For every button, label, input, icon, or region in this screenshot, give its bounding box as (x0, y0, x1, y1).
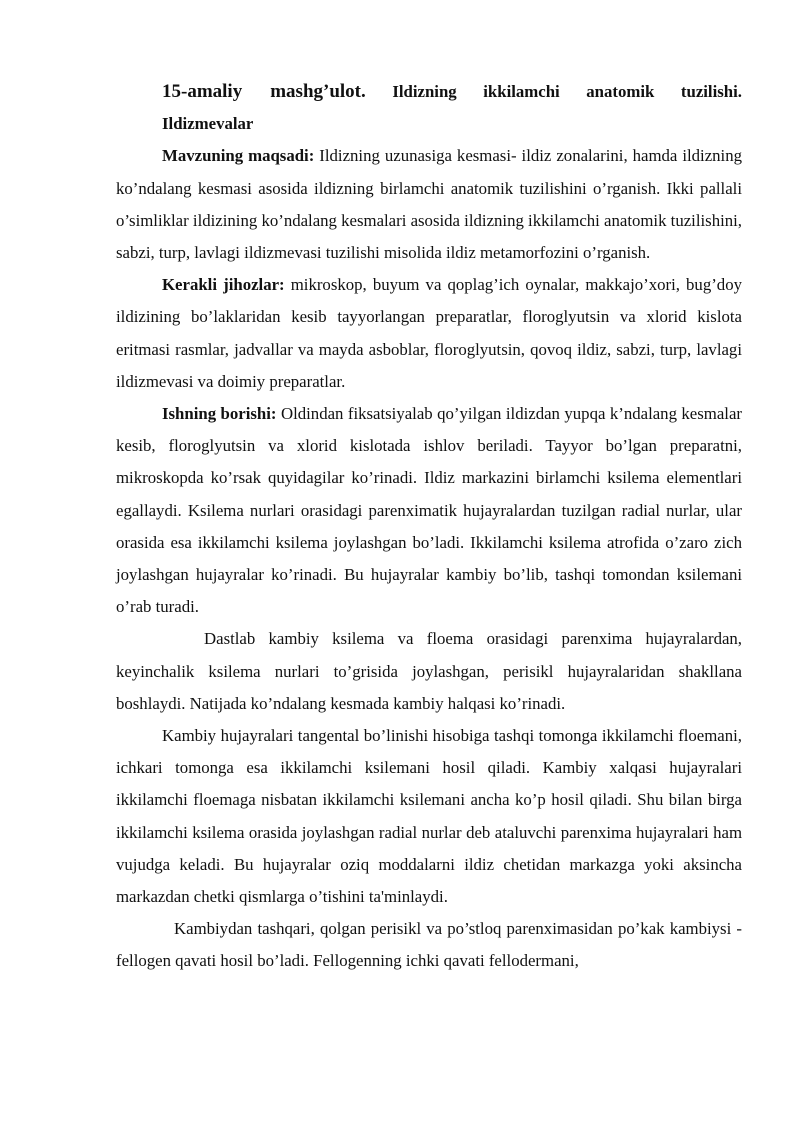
procedure-paragraph (116, 398, 742, 623)
purpose-text: Ildizning uzunasiga kesmasi- ildiz zonalarini, hamda ildizning ko’ndalang kesmasi asosida ildizning birlamchi anatomik tuzilishini o’rganish. Ikki pallali o’simliklar ildizining ko’ndalang kesmalari asosida ildizning ikkilamchi anatomik tuzilishini, sabzi, turp, lavlagi ildizmevasi tuzilishi misolida ildiz metamorfozini o’rganish. (116, 146, 742, 263)
purpose-paragraph (116, 140, 742, 269)
lesson-word: mashg’ulot. (270, 81, 366, 102)
body-paragraph: Kambiydan tashqari, qolgan perisikl va po’stloq parenximasidan po’kak kambiysi - fellogen qavati hosil bo’ladi. Fellogenning ichki qavati fellodermani, (116, 919, 742, 971)
equipment-label: Kerakli jihozlar: (162, 275, 285, 295)
lesson-number: 15-amaliy (162, 81, 243, 102)
equipment-text: mikroskop, buyum va qoplag’ich oynalar, makkajo’xori, bug’doy ildizining bo’laklaridan kesib tayyorlangan preparatlar, floroglyutsin va xlorid kislota eritmasi rasmlar, jadvallar va mayda asboblar, floroglyutsin, qovoq ildiz, sabzi, turp, lavlagi ildizmevasi va doimiy preparatlar. (116, 275, 742, 391)
lesson-topic: Ildizning ikkilamchi anatomik tuzilishi. Ildizmevalar (162, 82, 742, 134)
lesson-title (116, 76, 742, 140)
body-paragraph: Dastlab kambiy ksilema va floema orasidagi parenxima hujayralardan, keyinchalik ksilema nurlari to’grisida joylashgan, perisikl hujayralaridan shakllana boshlaydi. Natijada ko’ndalang kesmada kambiy halqasi ko’rinadi. (116, 629, 742, 713)
procedure-text: Oldindan fiksatsiyalab qo’yilgan ildizdan yupqa k’ndalang kesmalar kesib, floroglyutsin va xlorid kislotada ishlov beriladi. Tayyor bo’lgan preparatni, mikroskopda ko’rsak quyidagilar ko’rinadi. Ildiz markazini birlamchi ksilema elementlari egallaydi. Ksilema nurlari orasidagi parenximatik hujayralardan tuzilgan radial nurlar, ular orasida esa ikkilamchi ksilema joylashgan bo’ladi. Ikkilamchi ksilema atrofida o’zaro zich joylashgan hujayralar ko’rinadi. Bu hujayralar kambiy bo’lib, tashqi tomondan ksilemani o’rab turadi. (116, 404, 742, 617)
document-body (116, 76, 742, 978)
purpose-label: Mavzuning maqsadi: (162, 146, 315, 166)
equipment-paragraph (116, 269, 742, 398)
body-paragraph: Kambiy hujayralari tangental bo’linishi hisobiga tashqi tomonga ikkilamchi floemani, ichkari tomonga esa ikkilamchi ksilemani hosil qiladi. Kambiy xalqasi hujayralari ikkilamchi floemaga nisbatan ikkilamchi ksilemani ancha ko’p hosil qiladi. Shu bilan birga ikkilamchi ksilema orasida joylashgan radial nurlar deb ataluvchi parenxima hujayralari ham vujudga keladi. Bu hujayralar oziq moddalarni ildiz chetidan markazga yoki aksincha markazdan chetki qismlarga o’tishini ta'minlaydi. (116, 726, 742, 907)
procedure-label: Ishning borishi: (162, 404, 277, 424)
